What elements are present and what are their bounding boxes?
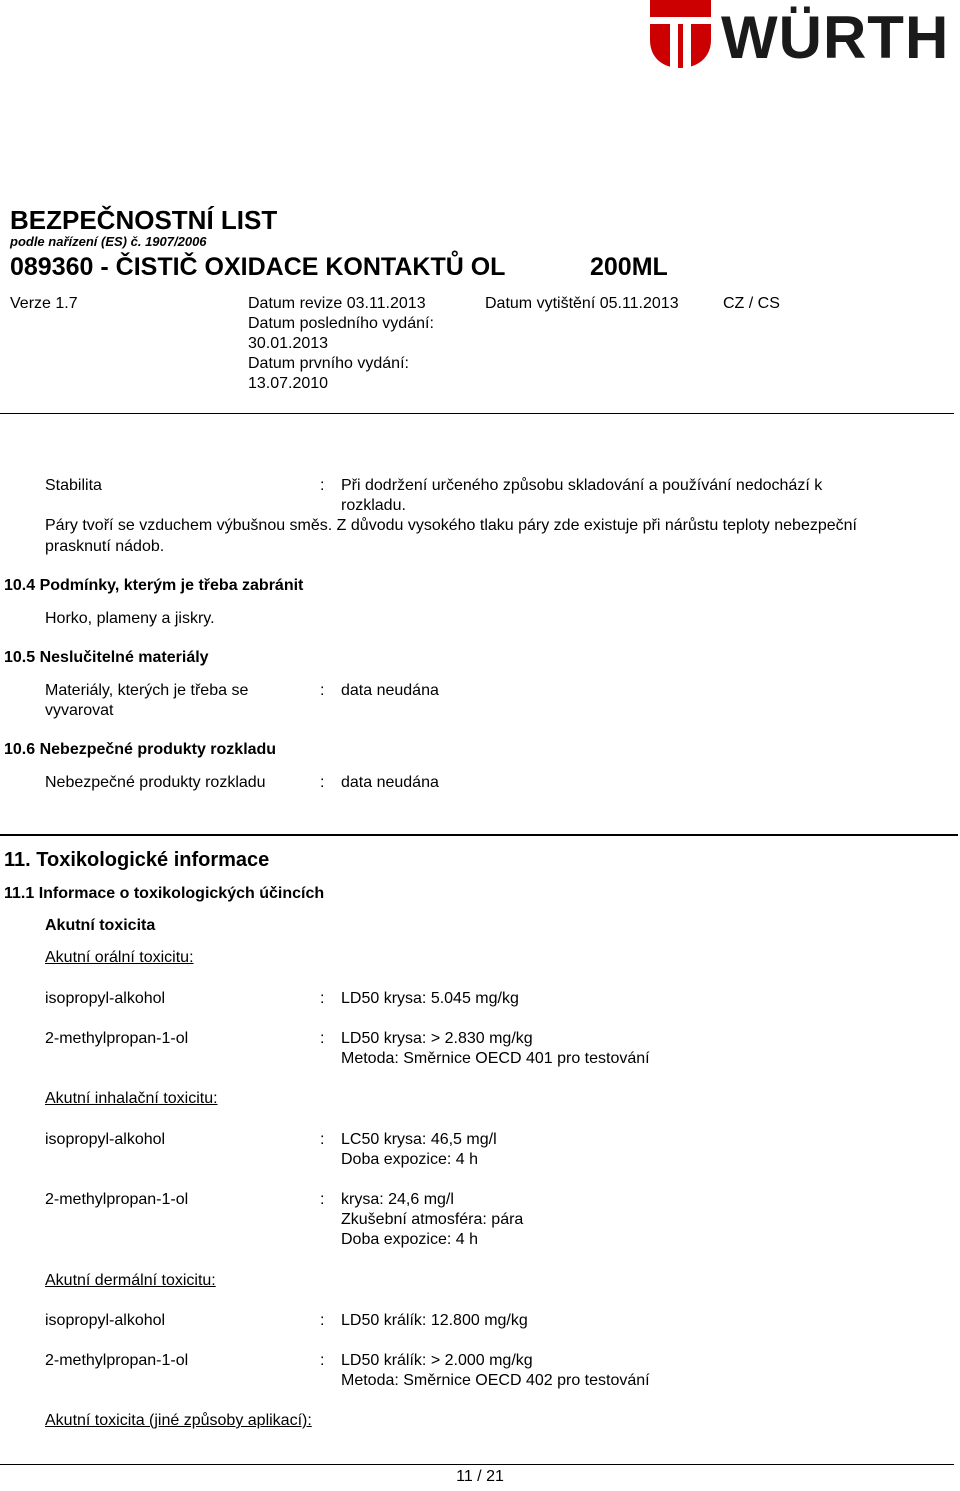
first-issue-label: Datum prvního vydání:: [248, 355, 409, 372]
colon: :: [320, 990, 325, 1007]
colon: :: [320, 1030, 325, 1047]
substance-name: isopropyl-alkohol: [45, 1131, 166, 1148]
colon: :: [320, 1131, 325, 1148]
oral-method: Metoda: Směrnice OECD 401 pro testování: [341, 1050, 650, 1067]
section-11-1-title: 11.1 Informace o toxikologických účincích: [4, 885, 325, 902]
oral-toxicity-title: Akutní orální toxicitu:: [45, 949, 194, 966]
oral-value: LD50 krysa: 5.045 mg/kg: [341, 990, 519, 1007]
dermal-method: Metoda: Směrnice OECD 402 pro testování: [341, 1372, 650, 1389]
stability-value-cont: rozkladu.: [341, 497, 406, 514]
dermal-value: LD50 králík: > 2.000 mg/kg: [341, 1352, 533, 1369]
substance-name: isopropyl-alkohol: [45, 1312, 166, 1329]
vapor-text: Páry tvoří se vzduchem výbušnou směs. Z důvodu vysokého tlaku páry zde existuje při nárůstu teploty nebezpeční: [45, 517, 857, 534]
stability-label: Stabilita: [45, 477, 102, 494]
section-10-5-title: 10.5 Neslučitelné materiály: [4, 649, 209, 666]
incompatible-label-cont: vyvarovat: [45, 702, 114, 719]
other-toxicity-title: Akutní toxicita (jiné způsoby aplikací):: [45, 1412, 312, 1429]
exposure-time: Doba expozice: 4 h: [341, 1231, 478, 1248]
dermal-value: LD50 králík: 12.800 mg/kg: [341, 1312, 528, 1329]
decomposition-value: data neudána: [341, 774, 439, 791]
stability-value: Při dodržení určeného způsobu skladování a používání nedochází k: [341, 477, 823, 494]
print-date: Datum vytištění 05.11.2013: [485, 295, 679, 312]
section-divider: [0, 834, 958, 836]
inhalation-toxicity-title: Akutní inhalační toxicitu:: [45, 1090, 218, 1107]
last-issue-label: Datum posledního vydání:: [248, 315, 434, 332]
section-10-6-title: 10.6 Nebezpečné produkty rozkladu: [4, 741, 277, 758]
product-name: 089360 - ČISTIČ OXIDACE KONTAKTŮ OL: [10, 253, 506, 281]
colon: :: [320, 774, 325, 791]
last-issue-date: 30.01.2013: [248, 335, 329, 352]
vapor-text-cont: prasknutí nádob.: [45, 538, 165, 555]
acute-toxicity-title: Akutní toxicita: [45, 917, 156, 934]
locale: CZ / CS: [723, 295, 780, 312]
section-10-4-title: 10.4 Podmínky, kterým je třeba zabránit: [4, 577, 304, 594]
regulation-subtitle: podle nařízení (ES) č. 1907/2006: [10, 234, 207, 249]
conditions-to-avoid: Horko, plameny a jiskry.: [45, 610, 215, 627]
substance-name: 2-methylpropan-1-ol: [45, 1191, 189, 1208]
document-title: BEZPEČNOSTNÍ LIST: [10, 205, 278, 235]
wurth-logo: [649, 0, 960, 68]
version: Verze 1.7: [10, 295, 78, 312]
decomposition-label: Nebezpečné produkty rozkladu: [45, 774, 266, 791]
substance-name: 2-methylpropan-1-ol: [45, 1352, 189, 1369]
header-divider: [0, 413, 954, 414]
product-volume: 200ML: [590, 253, 668, 281]
substance-name: 2-methylpropan-1-ol: [45, 1030, 189, 1047]
inhalation-value: krysa: 24,6 mg/l: [341, 1191, 454, 1208]
colon: :: [320, 1312, 325, 1329]
first-issue-date: 13.07.2010: [248, 375, 329, 392]
incompatible-value: data neudána: [341, 682, 439, 699]
colon: :: [320, 1191, 325, 1208]
inhalation-value: LC50 krysa: 46,5 mg/l: [341, 1131, 497, 1148]
svg-text:WÜRTH: WÜRTH: [721, 4, 950, 68]
exposure-time: Doba expozice: 4 h: [341, 1151, 478, 1168]
section-11-title: 11. Toxikologické informace: [4, 849, 270, 871]
colon: :: [320, 682, 325, 699]
page-number: 11 / 21: [456, 1468, 504, 1485]
dermal-toxicity-title: Akutní dermální toxicitu:: [45, 1272, 216, 1289]
colon: :: [320, 1352, 325, 1369]
incompatible-label: Materiály, kterých je třeba se: [45, 682, 249, 699]
substance-name: isopropyl-alkohol: [45, 990, 166, 1007]
revision-date: Datum revize 03.11.2013: [248, 295, 426, 312]
colon: :: [320, 477, 325, 494]
footer-divider: [0, 1464, 954, 1465]
oral-value: LD50 krysa: > 2.830 mg/kg: [341, 1030, 533, 1047]
test-atmosphere: Zkušební atmosféra: pára: [341, 1211, 524, 1228]
